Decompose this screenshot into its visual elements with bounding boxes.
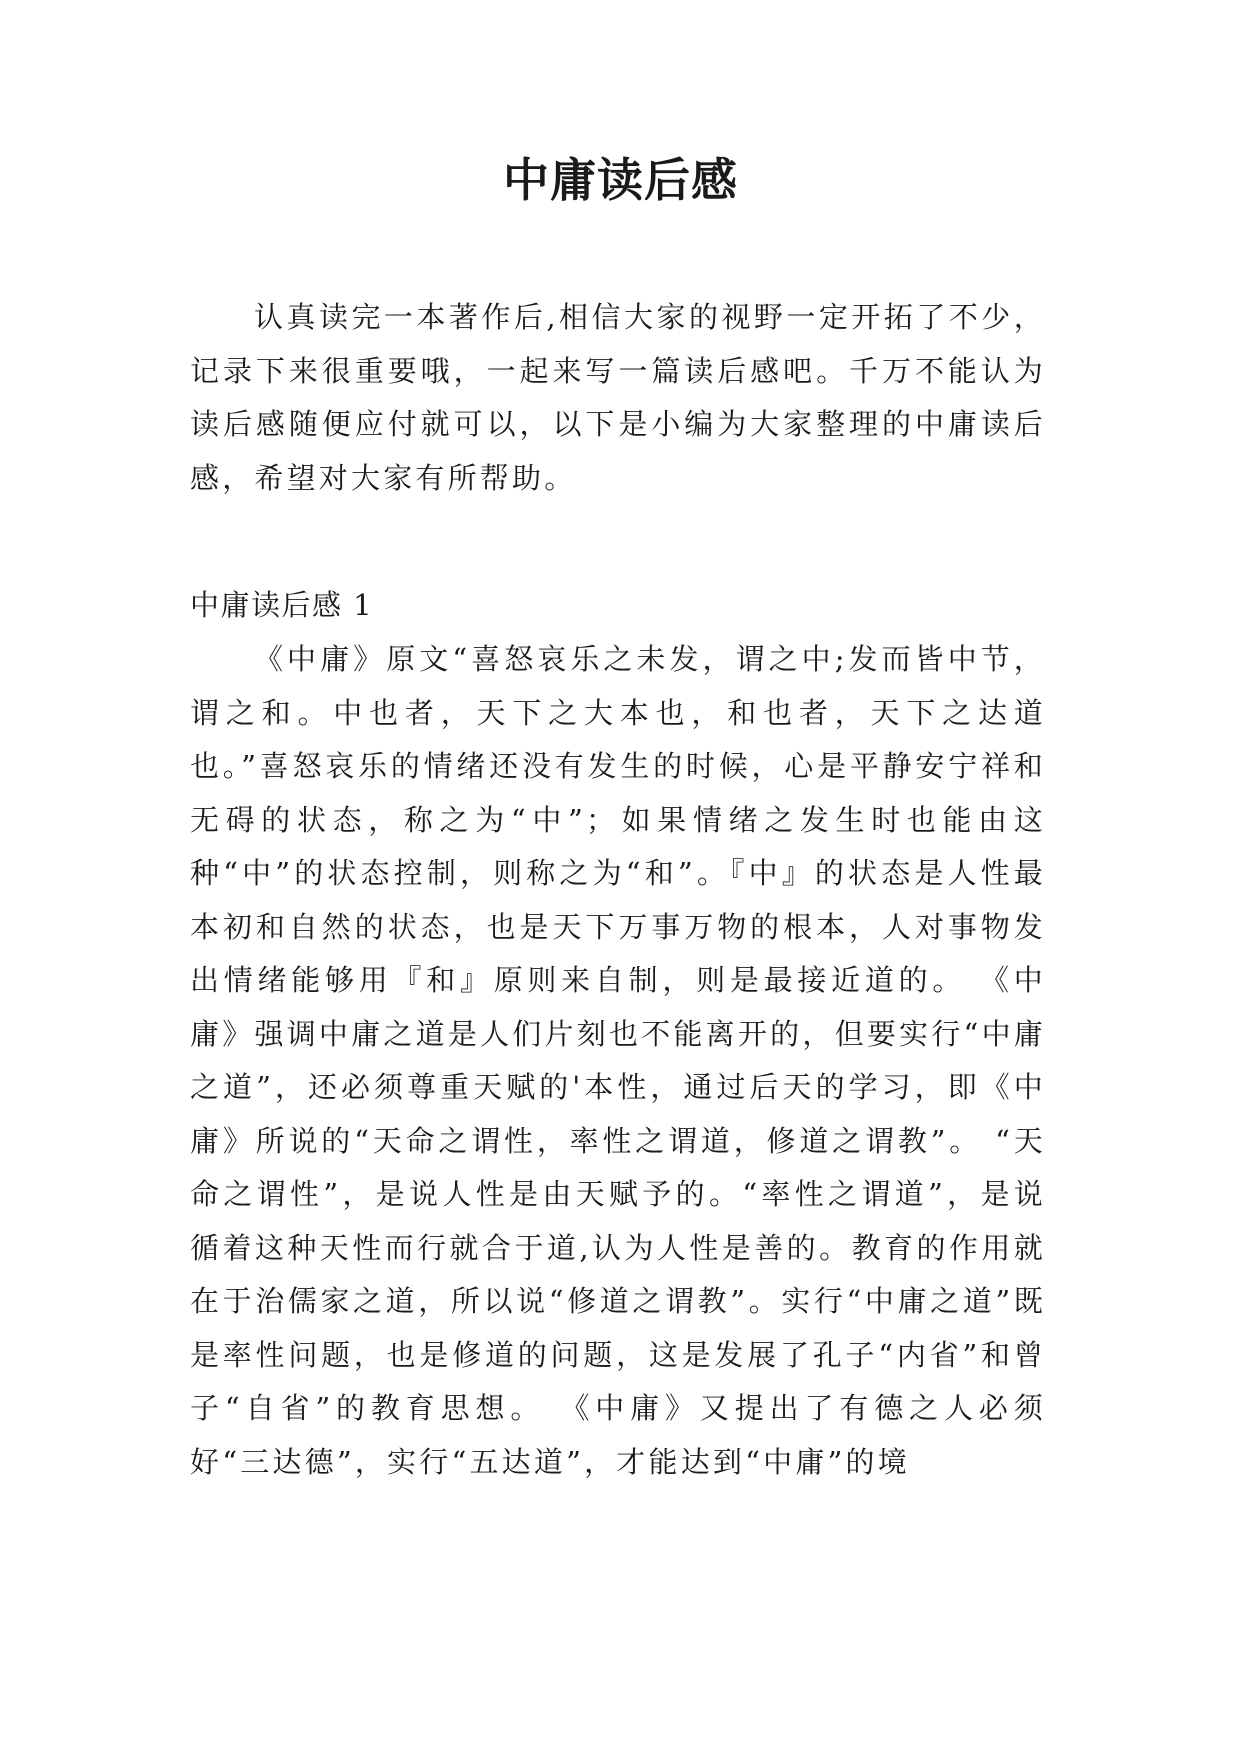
document-title: 中庸读后感 xyxy=(503,153,738,207)
intro-paragraph: 认真读完一本著作后,相信大家的视野一定开拓了不少，记录下来很重要哦，一起来写一篇读后感吧。千万不能认为读后感随便应付就可以，以下是小编为大家整理的中庸读后感，希望对大家有所帮助。 xyxy=(190,300,1046,495)
section-heading: 中庸读后感 1 xyxy=(190,588,374,622)
section-paragraph: 《中庸》原文“喜怒哀乐之未发，谓之中;发而皆中节，谓之和。中也者，天下之大本也，和也者，天下之达道也。”喜怒哀乐的情绪还没有发生的时候，心是平静安宁祥和无碍的状态，称之为“中”；如果情绪之发生时也能由这种“中”的状态控制，则称之为“和”。『中』的状态是人性最本初和自然的状态，也是天下万事万物的根本，人对事物发出情绪能够用『和』原则来自制，则是最接近道的。 《中庸》强调中庸之道是人们片刻也不能离开的，但要实行“中庸之道”，还必须尊重天赋的'本性，通过后天的学习，即《中庸》所说的“天命之谓性，率性之谓道，修道之谓教”。 “天命之谓性”，是说人性是由天赋予的。“率性之谓道”，是说循着这种天性而行就合于道,认为人性是善的。教育的作用就在于治儒家之道，所以说“修道之谓教”。实行“中庸之道”既是率性问题，也是修道的问题，这是发展了孔子“内省”和曾子“自省”的教育思想。 《中庸》又提出了有德之人必须好“三达德”，实行“五达道”，才能达到“中庸”的境 xyxy=(190,642,1046,1479)
